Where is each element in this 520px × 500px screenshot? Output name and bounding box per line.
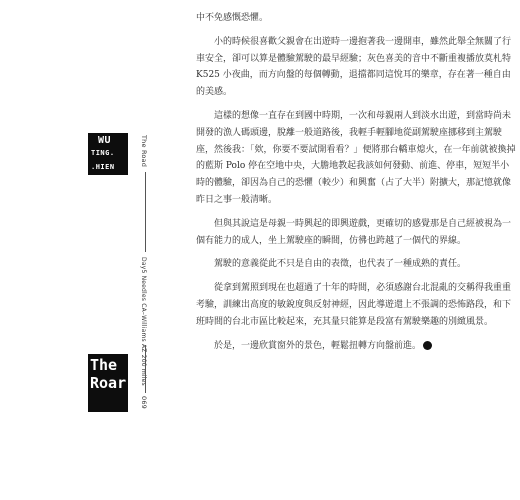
- divider-line-bottom: [145, 345, 146, 393]
- paragraph: 駕駛的意義從此不只是自由的表徵，也代表了一種成熟的責任。: [214, 259, 467, 270]
- paragraph: 從拿到駕照到現在也超過了十年的時間，必須感謝台北混亂的交稱得我重重考驗，訓練出高度的敏銳度與反射神經，因此導遊還上不張調的恐怖路段，和下班時間的台北市區比較起來，充其量只能算是段富有駕駛樂趣的別緻風景。: [196, 283, 512, 327]
- author-logo-badge: [88, 133, 128, 175]
- paragraph: 這樣的想像一直存在到國中時期，一次和母親兩人到淡水出遊，到當時尚未開發的漁人碼頭邊，脫離一般道路後，我輕手輕腳地從副駕駛座挪移到主駕駛座，然後我：「欸，你要不要試開看看？」便將那台轎車熄火，在一年前就被換掉的藍斯 Polo 停在空地中央，大膽地教起我該如何發動、前進、停車，短短半小時的體驗，卻因為自己的恐懼（較少）和興奮（占了大半）附擴大，那記憶就像昨日之事一般清晰。: [196, 110, 516, 205]
- book-logo-badge: [88, 354, 128, 412]
- paragraph: 小的時候很喜歡父親會在出遊時一邊抱著我一邊開車，雖然此舉全無關了行車安全，卻可以算是體驗駕駛的最早經驗；灰色喜美的音中不斷重複播放莫札特 K525 小夜曲，而方向盤的每個轉動，退擋都同這悅耳的樂章，存在著一種自由的美感。: [196, 36, 512, 98]
- book-logo-line-1: The: [90, 356, 118, 374]
- logo-line-1: WU: [98, 135, 112, 146]
- end-arrow-icon: →: [423, 341, 432, 350]
- paragraph-last-text: 於是，一邊欣賞窗外的景色，輕鬆扭轉方向盤前進。: [214, 340, 422, 351]
- main-text-column: [196, 10, 516, 361]
- logo-line-2: TING.: [91, 149, 115, 157]
- paragraph: 中不免感慨恐懼。: [196, 13, 269, 23]
- paragraph: 但與其說這是母親一時興起的即興遊戲，更確切的感覺那是自己經被視為一個有能力的成人，坐上駕駛座的瞬間，仿彿也跨越了一個代的界線。: [196, 218, 512, 246]
- logo-line-3: .HIEN: [91, 163, 115, 171]
- route-caption: Day5 Needles CA–Williams AZ 200 miles: [140, 257, 147, 386]
- book-logo-line-2: Roar: [90, 374, 127, 392]
- running-title: The Road: [140, 135, 148, 168]
- paragraph-last: [196, 338, 516, 355]
- divider-line-top: [145, 172, 146, 252]
- page-number: 069: [140, 396, 148, 410]
